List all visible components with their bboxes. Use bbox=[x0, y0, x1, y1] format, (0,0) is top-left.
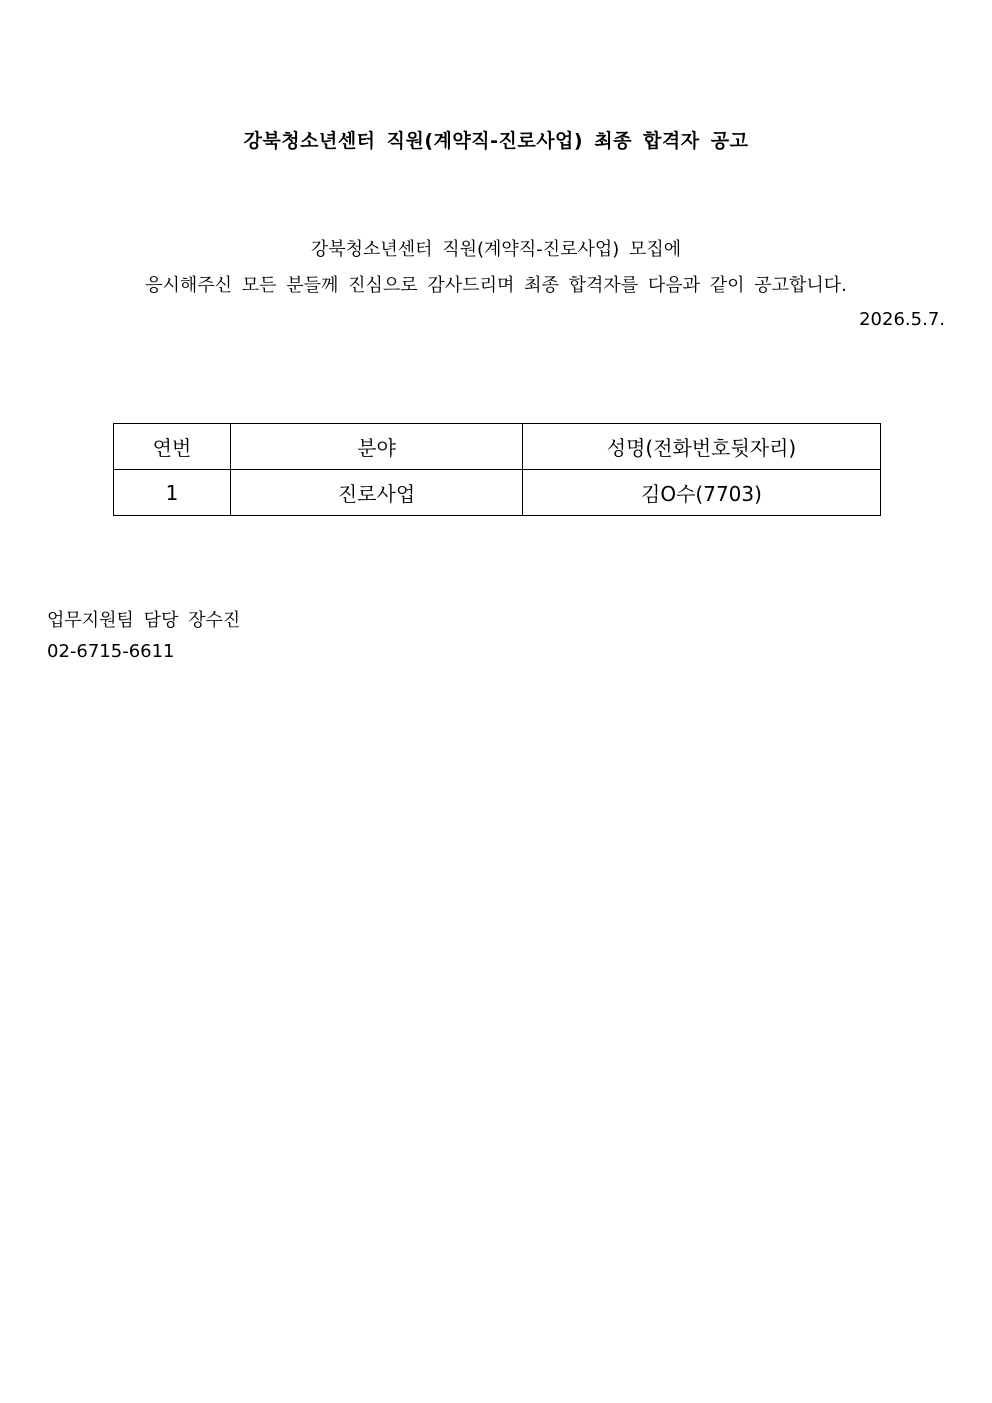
header-field: 분야 bbox=[231, 424, 523, 470]
announcement-date: 2026.5.7. bbox=[859, 309, 945, 330]
contact-person: 업무지원팀 담당 장수진 bbox=[47, 610, 241, 631]
results-table bbox=[113, 423, 881, 516]
contact-phone: 02-6715-6611 bbox=[47, 641, 175, 662]
intro-line-1: 강북청소년센터 직원(계약직-진로사업) 모집에 bbox=[310, 239, 682, 260]
table-header-row bbox=[114, 424, 881, 470]
page-title: 강북청소년센터 직원(계약직-진로사업) 최종 합격자 공고 bbox=[243, 130, 749, 152]
header-name: 성명(전화번호뒷자리) bbox=[523, 424, 881, 470]
table-row bbox=[114, 470, 881, 516]
cell-field: 진로사업 bbox=[231, 470, 523, 516]
header-number: 연번 bbox=[114, 424, 231, 470]
cell-number: 1 bbox=[114, 470, 231, 516]
intro-line-2: 응시해주신 모든 분들께 진심으로 감사드리며 최종 합격자를 다음과 같이 공고합니다. bbox=[145, 275, 847, 296]
cell-name: 김O수(7703) bbox=[523, 470, 881, 516]
